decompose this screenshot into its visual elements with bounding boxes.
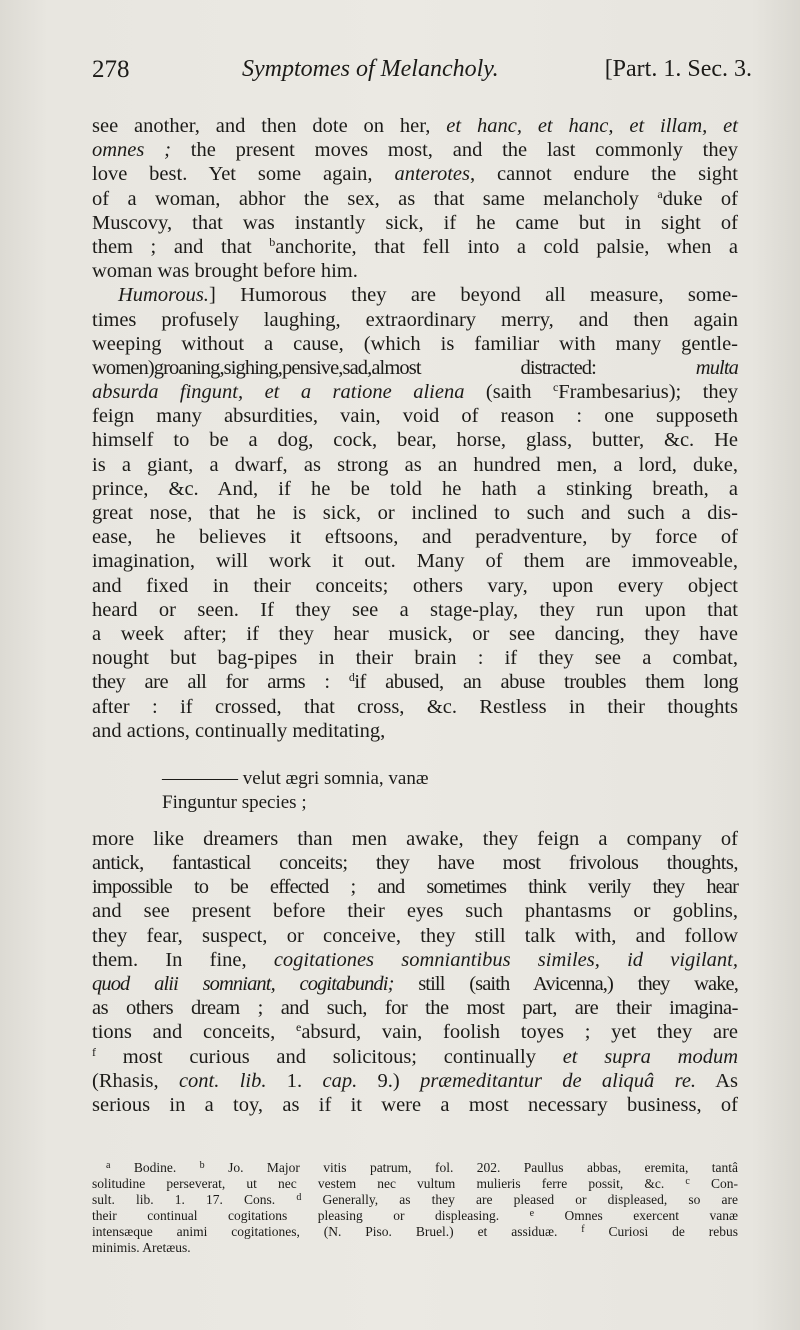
text-line: nought but bag-pipes in their brain : if they see a combat, — [92, 647, 738, 670]
verse-quote — [92, 767, 738, 815]
footnote-line — [92, 1208, 738, 1224]
greek-term: anterotes — [394, 163, 470, 186]
text-run: see another, and then dote on her, — [92, 115, 447, 137]
text-run: of a woman, abhor the sex, as that same melancholy — [92, 187, 658, 210]
text-line: woman was brought before him. — [92, 260, 358, 283]
text-run: love best. Yet some again, — [92, 163, 395, 186]
text-run: (saith — [464, 381, 553, 404]
footnote-marker: a — [106, 1160, 111, 1171]
footnote-line — [92, 1192, 738, 1208]
text-run: Con- — [689, 1176, 739, 1191]
text-run: As — [696, 1069, 739, 1092]
text-line: himself to be a dog, cock, bear, horse, glass, butter, &c. He — [92, 429, 738, 452]
text-line: and see present before their eyes such phantasms or goblins, — [92, 900, 738, 923]
latin-phrase: et hanc, et hanc, et illam, et — [446, 115, 738, 137]
verse-line: ———— velut ægri somnia, vanæ — [162, 767, 429, 789]
text-run: duke of — [662, 187, 738, 210]
text-line — [92, 380, 738, 404]
text-line: is a giant, a dwarf, as strong as an hundred men, a lord, duke, — [92, 453, 738, 476]
running-header — [92, 56, 752, 96]
text-line: great nose, that he is sick, or inclined to such and such a dis- — [92, 502, 738, 524]
main-text — [92, 114, 738, 1117]
footnote-marker: f — [92, 1044, 96, 1059]
text-line — [92, 283, 738, 307]
text-run: tions and conceits, — [92, 1021, 296, 1044]
footnote-line — [92, 1224, 738, 1240]
footnote-marker: e — [529, 1208, 535, 1219]
text-line: Muscovy, that was instantly sick, if he came but in sight of — [92, 211, 738, 234]
text-run: 9.) — [357, 1069, 421, 1092]
paragraph-1 — [92, 114, 738, 283]
text-run: women)groaning,sighing,pensive,sad,almost distracted: — [92, 356, 696, 379]
running-title: Symptomes of Melancholy. — [242, 56, 499, 82]
footnote-marker: c — [552, 380, 559, 395]
latin-phrase: et supra modum — [562, 1045, 738, 1068]
spacer — [92, 815, 738, 827]
text-line — [92, 1045, 738, 1069]
side-heading: Humorous. — [118, 284, 209, 307]
spacer — [92, 743, 738, 767]
text-run: (Rhasis, — [92, 1069, 179, 1092]
text-run: Omnes exercent vanæ — [534, 1208, 738, 1223]
section-reference: [Part. 1. Sec. 3. — [604, 56, 752, 82]
page-number: 278 — [92, 56, 130, 83]
text-run: , cannot endure the sight — [469, 163, 738, 186]
text-line: times profusely laughing, extraordinary merry, and then again — [92, 308, 738, 331]
text-line: after : if crossed, that cross, &c. Restless in their thoughts — [92, 695, 738, 718]
text-line: ease, he believes it eftsoons, and peradventure, by force of — [92, 526, 738, 549]
footnotes — [92, 1160, 738, 1256]
text-line — [92, 670, 738, 694]
text-run: still (saith Avicenna,) they wake, — [393, 973, 738, 995]
footnote-marker: a — [657, 186, 663, 201]
text-line: feign many absurdities, vain, void of reason : one supposeth — [92, 405, 738, 428]
footnote-marker: c — [685, 1176, 690, 1187]
footnote-marker: b — [199, 1160, 205, 1171]
text-line — [92, 235, 738, 259]
verse-line: Finguntur species ; — [162, 791, 307, 813]
text-line — [92, 1069, 738, 1093]
footnote-marker: e — [296, 1020, 302, 1035]
text-line: prince, &c. And, if he be told he hath a stinking breath, a — [92, 477, 738, 500]
text-line: and fixed in their conceits; others vary, upon every object — [92, 574, 738, 597]
text-run: Jo. Major vitis patrum, fol. 202. Paullus abbas, eremita, tantâ — [204, 1160, 738, 1175]
text-run: absurd, vain, foolish toyes ; yet they are — [301, 1021, 738, 1044]
text-run: them. In fine, — [92, 948, 274, 971]
citation: cont. lib. — [178, 1069, 267, 1092]
text-line — [92, 1020, 738, 1044]
text-run: solitudine perseverat, ut nec vestem nec vultum mulieris ferre possit, &c. — [92, 1176, 686, 1191]
footnote-line — [92, 1160, 738, 1176]
text-run: anchorite, that fell into a cold palsie, when a — [275, 235, 738, 258]
text-run: the present moves most, and the last commonly they — [171, 139, 738, 162]
text-line: serious in a toy, as if it were a most necessary business, of — [92, 1093, 738, 1116]
latin-phrase: absurda fingunt, et a ratione aliena — [92, 381, 465, 404]
footnote-line: minimis. Aretæus. — [92, 1240, 191, 1255]
paragraph-3 — [92, 827, 738, 1117]
text-run: their continual cogitations pleasing or displeasing. — [92, 1208, 530, 1223]
text-line: weeping without a cause, (which is familiar with many gentle- — [92, 332, 738, 355]
text-line: a week after; if they hear musick, or see dancing, they have — [92, 622, 738, 645]
text-line: and actions, continually meditating, — [92, 719, 386, 742]
citation: cap. — [322, 1069, 358, 1092]
latin-phrase: omnes ; — [92, 139, 171, 162]
latin-phrase: cogitationes somniantibus similes, id vigilant, — [273, 948, 738, 971]
latin-phrase: præmeditantur de aliquâ re. — [420, 1069, 697, 1092]
text-run: they are all for arms : — [92, 671, 349, 694]
text-run: Frambesarius); they — [558, 381, 738, 404]
text-line — [92, 114, 738, 138]
text-line: impossible to be effected ; and sometimes think verily they hear — [92, 876, 738, 899]
text-run: them ; and that — [92, 235, 270, 258]
footnote-marker: d — [296, 1192, 302, 1203]
text-run: sult. lib. 1. 17. Cons. — [92, 1192, 297, 1207]
text-line: imagination, will work it out. Many of them are immoveable, — [92, 550, 738, 573]
latin-phrase: multa — [695, 356, 738, 379]
footnote-line — [92, 1176, 738, 1192]
text-run: ] Humorous they are beyond all measure, some- — [208, 284, 738, 307]
text-run: most curious and solicitous; continually — [96, 1045, 563, 1068]
text-run: intensæque animi cogitationes, (N. Piso. Bruel.) et assiduæ. — [92, 1224, 582, 1239]
text-line — [92, 356, 738, 380]
text-line — [92, 948, 738, 972]
footnote-marker: f — [581, 1224, 585, 1235]
text-run: Bodine. — [110, 1160, 200, 1175]
text-line — [92, 187, 738, 211]
text-line — [92, 162, 738, 186]
text-line: heard or seen. If they see a stage-play, they run upon that — [92, 598, 738, 621]
paragraph-humorous — [92, 283, 738, 743]
text-line: they fear, suspect, or conceive, they still talk with, and follow — [92, 924, 738, 947]
text-line: as others dream ; and such, for the most part, are their imagina- — [92, 997, 738, 1020]
latin-phrase: quod alii somniant, cogitabundi; — [92, 973, 394, 995]
text-line: more like dreamers than men awake, they feign a company of — [92, 827, 738, 850]
text-run: Generally, as they are pleased or displeased, so are — [301, 1192, 739, 1207]
text-run: if abused, an abuse troubles them long — [354, 671, 738, 694]
footnote-marker: d — [348, 670, 355, 685]
text-line — [92, 972, 738, 996]
text-run: Curiosi de rebus — [584, 1224, 738, 1239]
text-run: 1. — [266, 1069, 323, 1092]
text-line — [92, 138, 738, 162]
footnote-marker: b — [269, 234, 276, 249]
text-line: antick, fantastical conceits; they have most frivolous thoughts, — [92, 852, 738, 875]
